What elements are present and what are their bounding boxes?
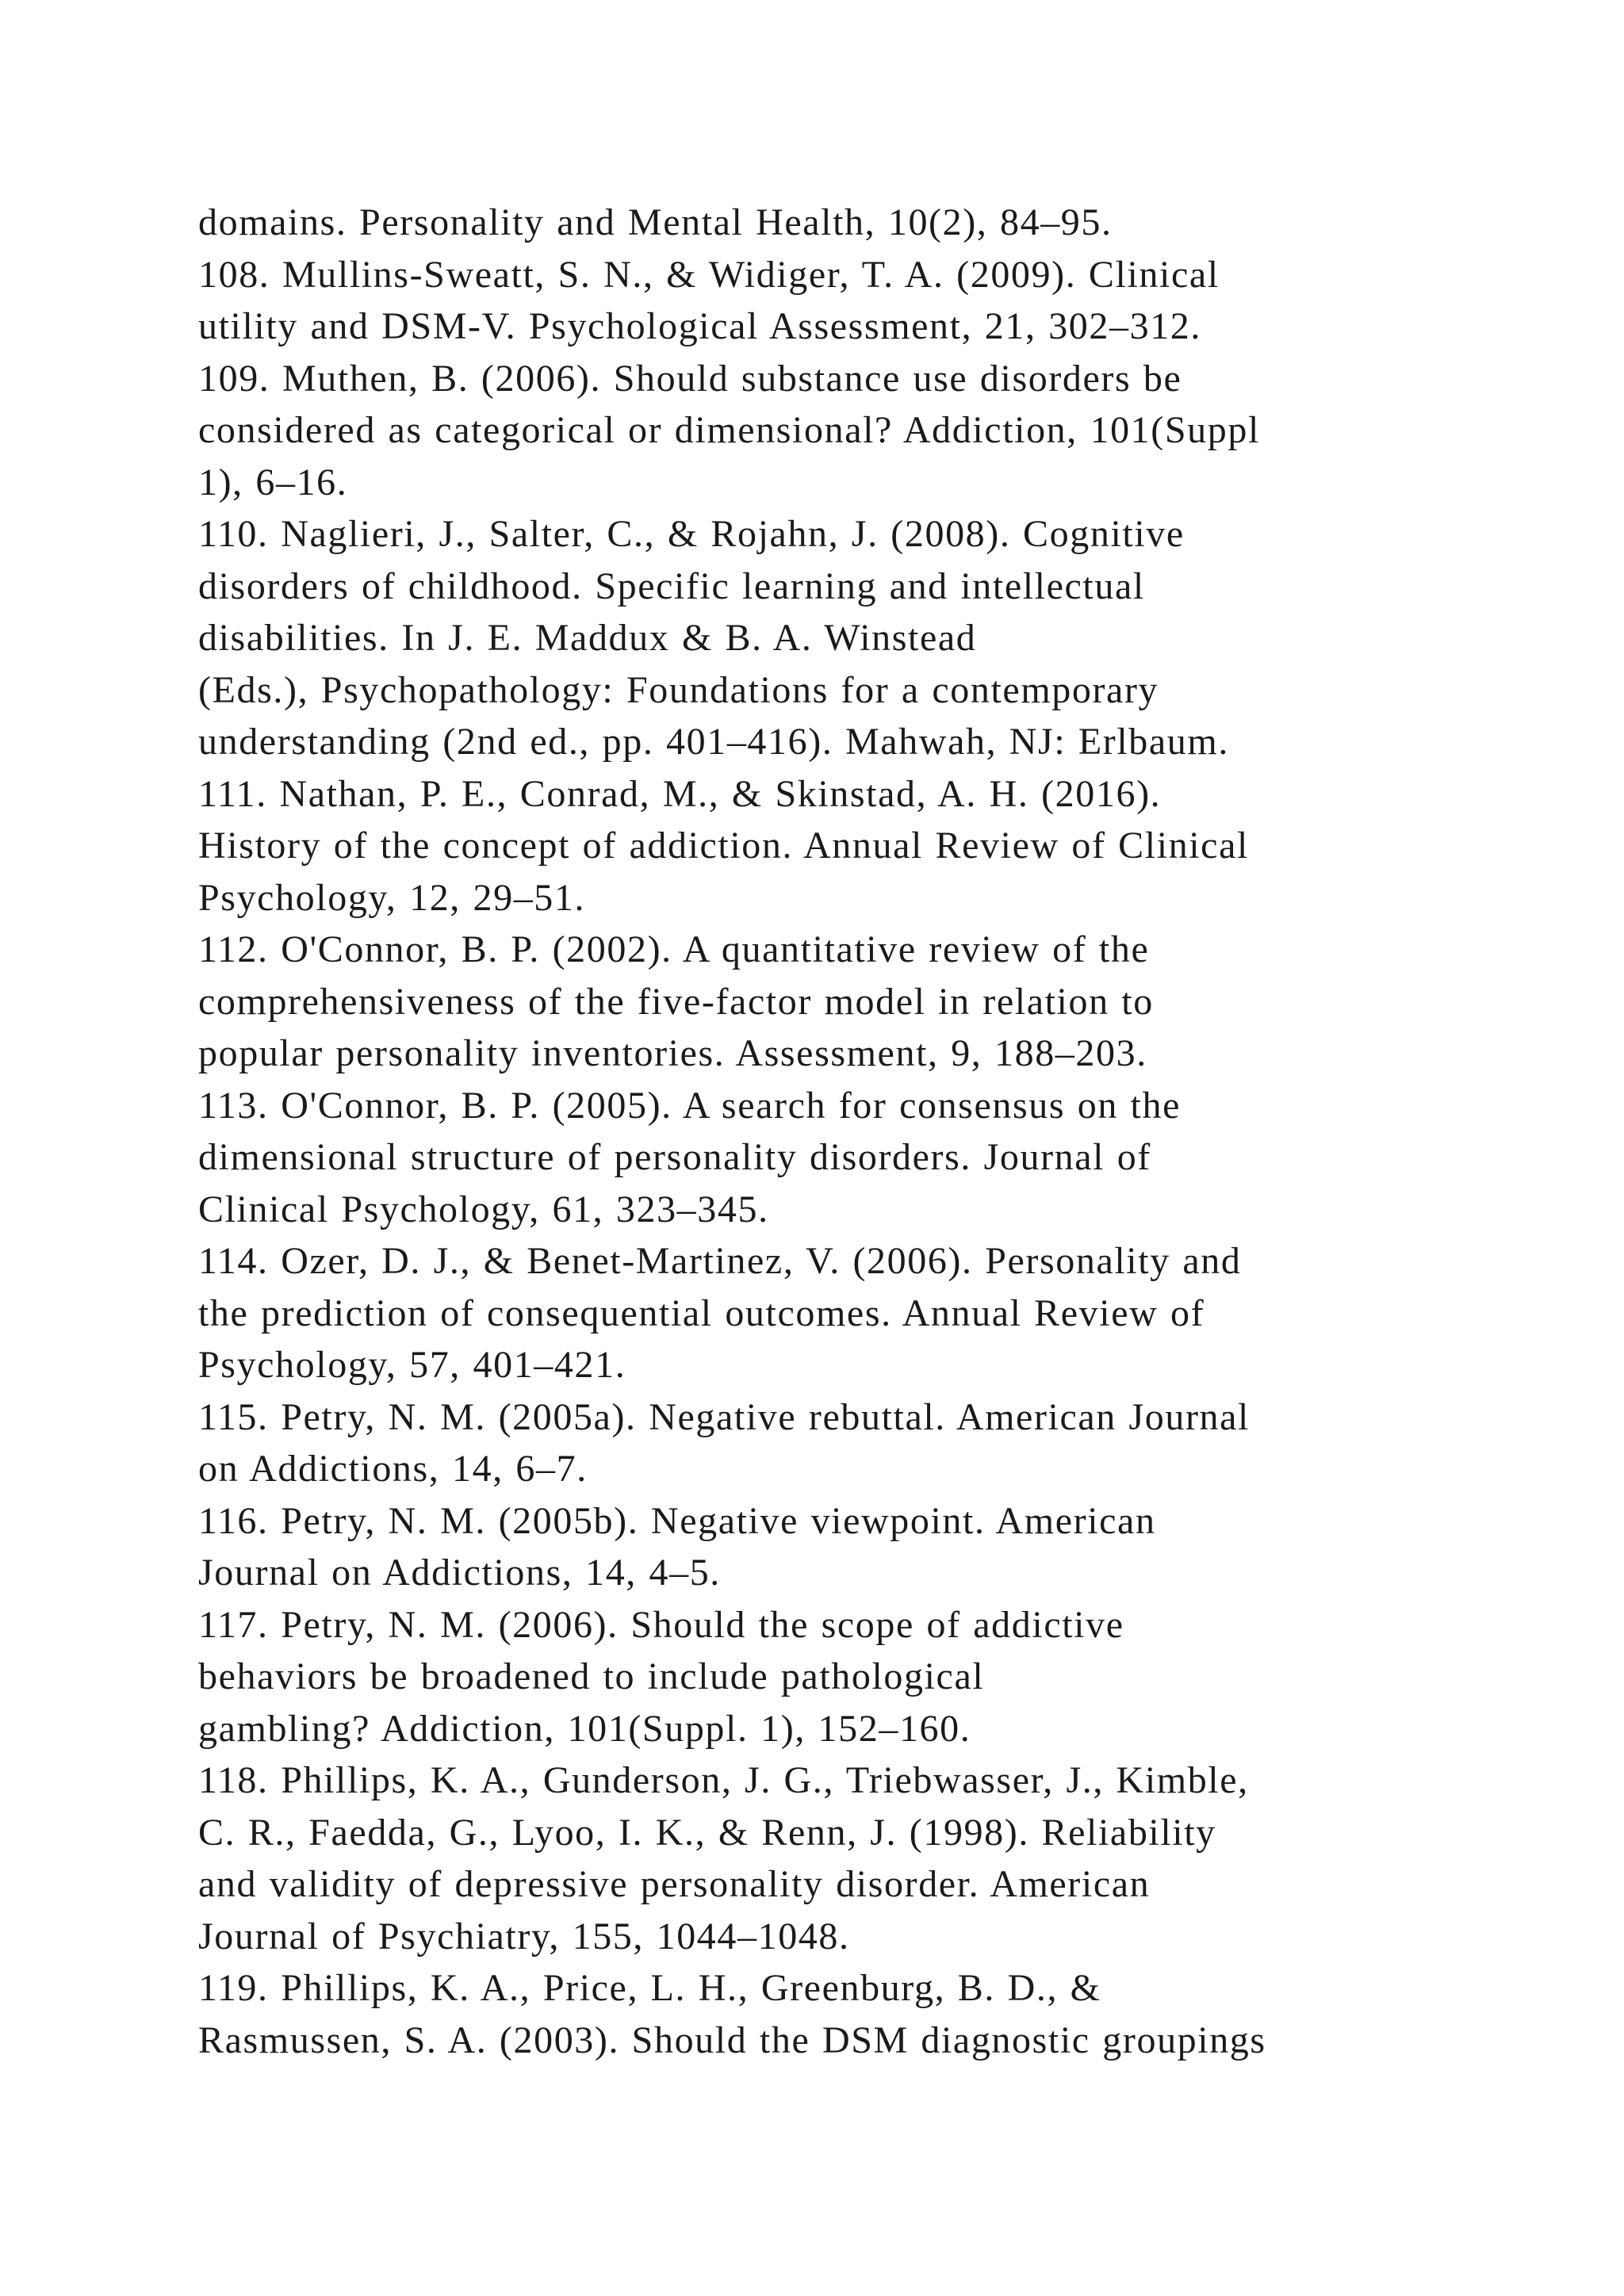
text-line: Psychology, 57, 401–421. (198, 1344, 626, 1386)
text-line: popular personality inventories. Assessment, 9, 188–203. (198, 1032, 1147, 1074)
text-line: the prediction of consequential outcomes. Annual Review of (198, 1292, 1205, 1334)
text-line: disorders of childhood. Specific learning and intellectual (198, 564, 1145, 607)
text-line: 112. O'Connor, B. P. (2002). A quantitative review of the (198, 928, 1150, 970)
text-line: 114. Ozer, D. J., & Benet-Martinez, V. (2006). Personality and (198, 1240, 1242, 1282)
text-line: dimensional structure of personality disorders. Journal of (198, 1136, 1151, 1178)
text-line: Clinical Psychology, 61, 323–345. (198, 1188, 769, 1230)
text-line: disabilities. In J. E. Maddux & B. A. Winstead (198, 617, 977, 659)
text-line: 119. Phillips, K. A., Price, L. H., Greenburg, B. D., & (198, 1967, 1101, 2009)
text-line: C. R., Faedda, G., Lyoo, I. K., & Renn, J. (1998). Reliability (198, 1811, 1216, 1854)
text-line: 110. Naglieri, J., Salter, C., & Rojahn, J. (2008). Cognitive (198, 513, 1185, 555)
text-line: Journal of Psychiatry, 155, 1044–1048. (198, 1915, 850, 1957)
text-line: 108. Mullins-Sweatt, S. N., & Widiger, T. A. (2009). Clinical (198, 253, 1220, 296)
text-line: 111. Nathan, P. E., Conrad, M., & Skinstad, A. H. (2016). (198, 772, 1162, 815)
text-line: considered as categorical or dimensional? Addiction, 101(Suppl (198, 409, 1260, 451)
text-line: Journal on Addictions, 14, 4–5. (198, 1552, 721, 1594)
text-line: utility and DSM-V. Psychological Assessment, 21, 302–312. (198, 305, 1201, 347)
text-line: on Addictions, 14, 6–7. (198, 1448, 588, 1490)
text-line: domains. Personality and Mental Health, 10(2), 84–95. (198, 201, 1113, 243)
text-line: 113. O'Connor, B. P. (2005). A search for consensus on the (198, 1084, 1181, 1127)
text-line: History of the concept of addiction. Annual Review of Clinical (198, 825, 1249, 867)
text-line: 116. Petry, N. M. (2005b). Negative viewpoint. American (198, 1499, 1156, 1542)
text-line: and validity of depressive personality disorder. American (198, 1863, 1151, 1905)
text-line: 109. Muthen, B. (2006). Should substance use disorders be (198, 357, 1182, 400)
text-line: (Eds.), Psychopathology: Foundations for a contemporary (198, 668, 1159, 711)
text-line: 1), 6–16. (198, 461, 348, 503)
text-line: comprehensiveness of the five-factor model in relation to (198, 980, 1154, 1023)
text-line: understanding (2nd ed., pp. 401–416). Mahwah, NJ: Erlbaum. (198, 721, 1229, 763)
text-line: behaviors be broadened to include pathological (198, 1655, 985, 1697)
text-line: 115. Petry, N. M. (2005a). Negative rebuttal. American Journal (198, 1395, 1250, 1438)
reference-list (198, 197, 1507, 2066)
text-line: gambling? Addiction, 101(Suppl. 1), 152–160. (198, 1707, 971, 1750)
text-line: Rasmussen, S. A. (2003). Should the DSM diagnostic groupings (198, 2019, 1266, 2061)
text-line: 117. Petry, N. M. (2006). Should the scope of addictive (198, 1603, 1124, 1646)
text-line: Psychology, 12, 29–51. (198, 876, 586, 919)
text-line: 118. Phillips, K. A., Gunderson, J. G., Triebwasser, J., Kimble, (198, 1759, 1249, 1801)
